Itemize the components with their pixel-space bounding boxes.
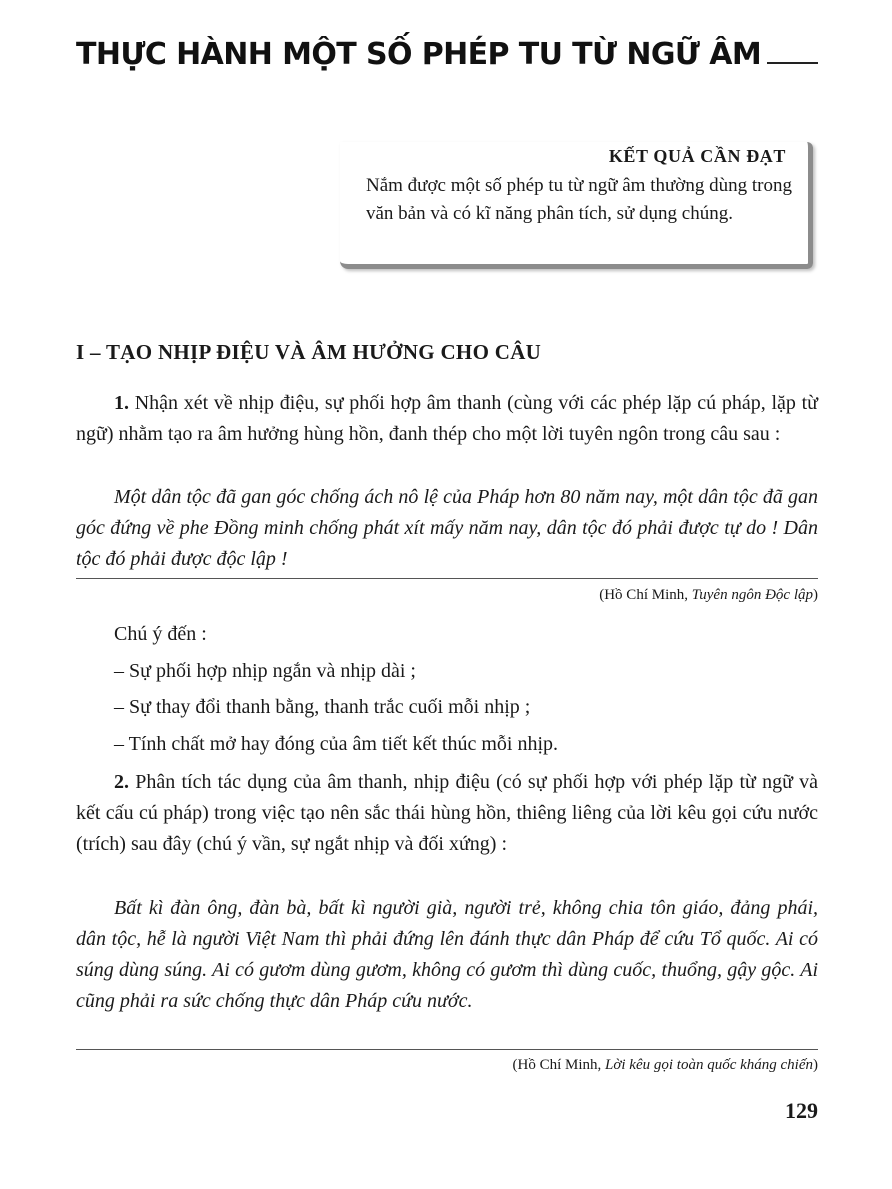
source-1-close: ) bbox=[813, 587, 818, 603]
page-title: THỰC HÀNH MỘT SỐ PHÉP TU TỪ NGỮ ÂM bbox=[76, 37, 762, 72]
title-underline bbox=[767, 62, 818, 64]
exercise-2-number: 2. bbox=[114, 771, 129, 793]
note-item: – Sự thay đổi thanh bằng, thanh trắc cuối mỗi nhịp ; bbox=[114, 696, 531, 718]
source-1-author: (Hồ Chí Minh, bbox=[599, 587, 692, 603]
exercise-1-number: 1. bbox=[114, 392, 129, 414]
learning-outcome-box bbox=[340, 142, 813, 269]
page-number: 129 bbox=[785, 1098, 818, 1123]
chapter-title-bar bbox=[76, 30, 818, 70]
note-item: – Tính chất mở hay đóng của âm tiết kết thúc mỗi nhịp. bbox=[114, 733, 559, 755]
exercise-2-quote: Bất kì đàn ông, đàn bà, bất kì người già, người trẻ, không chia tôn giáo, đảng phái, dân tộc, hễ là người Việt Nam thì phải đứng lên đánh thực dân Pháp để cứu Tổ quốc. Ai có súng dùng súng. Ai có gươm dùng gươm, không có gươm thì dùng cuốc, thuổng, gậy gộc. Ai cũng phải ra sức chống thực dân Pháp cứu nước. bbox=[76, 897, 818, 1012]
source-1-work: Tuyên ngôn Độc lập bbox=[691, 587, 813, 603]
quote-1-divider bbox=[76, 578, 818, 579]
section-heading: I – TẠO NHỊP ĐIỆU VÀ ÂM HƯỞNG CHO CÂU bbox=[76, 340, 542, 364]
source-2-author: (Hồ Chí Minh, bbox=[512, 1057, 606, 1073]
exercise-2-prompt bbox=[76, 767, 818, 860]
exercise-1-quote: Một dân tộc đã gan góc chống ách nô lệ của Pháp hơn 80 năm nay, một dân tộc đã gan góc đứng về phe Đồng minh chống phát xít mấy năm nay, dân tộc đó phải được tự do ! Dân tộc đó phải được độc lập ! bbox=[76, 486, 818, 570]
source-2-work: Lời kêu gọi toàn quốc kháng chiến bbox=[605, 1057, 813, 1073]
source-2-close: ) bbox=[813, 1057, 818, 1073]
exercise-1-text: Nhận xét về nhịp điệu, sự phối hợp âm thanh (cùng với các phép lặp cú pháp, lặp từ ngữ) nhằm tạo ra âm hưởng hùng hồn, đanh thép cho một lời tuyên ngôn trong câu sau : bbox=[76, 392, 818, 445]
exercise-2-source bbox=[513, 1057, 818, 1074]
note-item: – Sự phối hợp nhịp ngắn và nhịp dài ; bbox=[114, 660, 416, 682]
learning-outcome-heading: KẾT QUẢ CẦN ĐẠT bbox=[608, 146, 786, 166]
exercise-2-text: Phân tích tác dụng của âm thanh, nhịp điệu (có sự phối hợp với phép lặp từ ngữ và kết cấu cú pháp) trong việc tạo nên sắc thái hùng hồn, thiêng liêng của lời kêu gọi cứu nước (trích) sau đây (chú ý vần, sự ngắt nhịp và đối xứng) : bbox=[76, 771, 819, 855]
quote-2-divider bbox=[76, 1049, 818, 1050]
notes-intro: Chú ý đến : bbox=[114, 623, 207, 645]
learning-outcome-text: Nắm được một số phép tu từ ngữ âm thường dùng trong văn bản và có kĩ năng phân tích, sử dụng chúng. bbox=[366, 175, 792, 224]
exercise-1-source bbox=[599, 587, 818, 604]
exercise-1-prompt bbox=[76, 388, 818, 450]
